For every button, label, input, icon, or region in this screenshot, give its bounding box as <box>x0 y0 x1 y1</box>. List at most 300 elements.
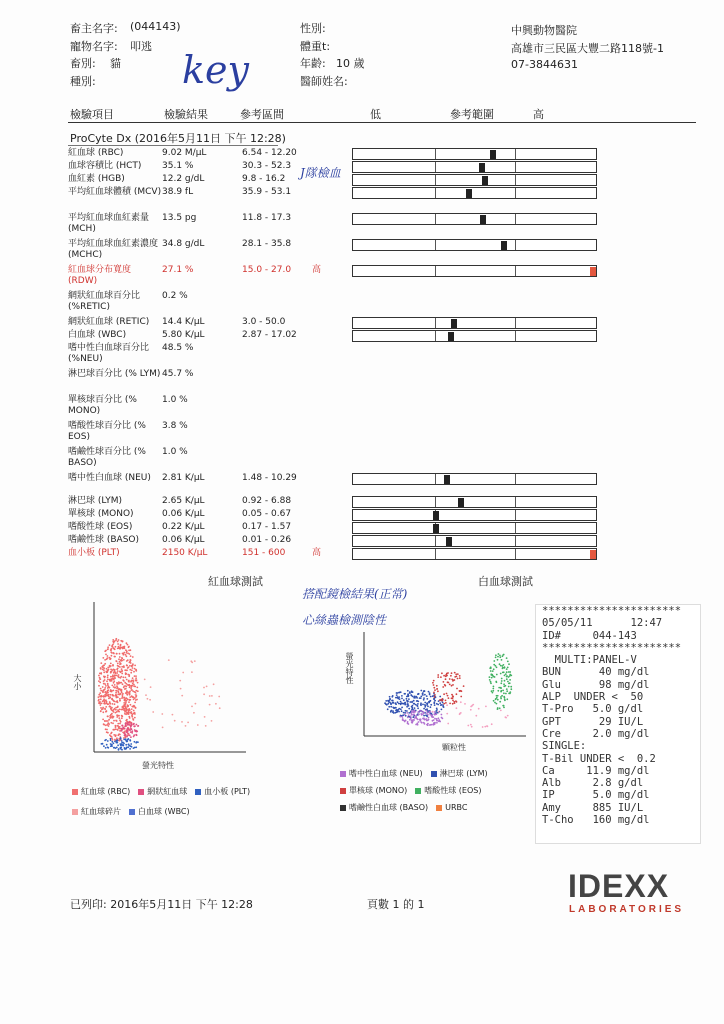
scatter-point <box>434 722 436 724</box>
scatter-point <box>135 675 137 677</box>
scatter-point <box>503 664 505 666</box>
scatter-point <box>506 668 508 670</box>
scatter-point <box>104 677 106 679</box>
scatter-point <box>115 720 117 722</box>
row-name: 淋巴球 (LYM) <box>68 496 122 506</box>
scatter-point <box>497 659 499 661</box>
row-reference: 151 - 600 <box>242 548 286 558</box>
scatter-point <box>101 703 103 705</box>
scatter-point <box>422 694 424 696</box>
scatter-point <box>130 704 132 706</box>
scatter-point <box>424 706 426 708</box>
legend-item <box>415 782 481 799</box>
scatter-point <box>105 650 107 652</box>
scatter-point <box>398 711 400 713</box>
scatter-point <box>446 704 448 706</box>
scatter-point <box>121 673 123 675</box>
scatter-point <box>411 712 413 714</box>
scatter-point <box>98 699 100 701</box>
scatter-point <box>103 683 105 685</box>
scatter-point <box>114 741 116 743</box>
breed-label: 種別: <box>70 75 96 88</box>
scatter-point <box>121 689 123 691</box>
scatter-point <box>491 677 493 679</box>
scatter-point <box>470 706 472 708</box>
scatter-point <box>128 724 130 726</box>
row-result: 3.8 % <box>162 421 188 431</box>
scatter-point <box>110 676 112 678</box>
scatter-point <box>409 701 411 703</box>
scatter-point <box>111 737 113 739</box>
scatter-point <box>209 695 211 697</box>
scatter-point <box>125 713 127 715</box>
scatter-point <box>509 671 511 673</box>
scatter-point <box>467 725 469 727</box>
range-bar <box>352 522 597 534</box>
scatter-point <box>126 665 128 667</box>
row-name: 紅血球 (RBC) <box>68 148 124 158</box>
scatter-point <box>114 656 116 658</box>
page-number: 頁數 1 的 1 <box>367 898 425 911</box>
col-item: 檢驗項目 <box>70 108 114 121</box>
scatter-point <box>107 655 109 657</box>
scatter-point <box>509 674 511 676</box>
scatter-point <box>215 703 217 705</box>
scatter-point <box>459 675 461 677</box>
scatter-point <box>434 696 436 698</box>
scatter-point <box>152 711 154 713</box>
scatter-point <box>440 704 442 706</box>
scatter-point <box>445 700 447 702</box>
legend-label: 網狀紅血球 <box>147 787 188 796</box>
scatter-point <box>414 717 416 719</box>
scatter-point <box>118 717 120 719</box>
scatter-point <box>120 640 122 642</box>
scatter-point <box>100 707 102 709</box>
scatter-point <box>126 642 128 644</box>
scatter-point <box>411 714 413 716</box>
scatter-point <box>127 746 129 748</box>
scatter-point <box>137 682 139 684</box>
scatter-point <box>133 684 135 686</box>
scatter-point <box>446 675 448 677</box>
scatter-point <box>104 701 106 703</box>
scatter-point <box>452 703 454 705</box>
scatter-point <box>434 704 436 706</box>
row-name: 網狀紅血球 (RETIC) <box>68 317 150 327</box>
scatter-point <box>442 718 444 720</box>
wbc-x-label: 顆粒性 <box>442 743 466 752</box>
handwritten-note-2: 搭配鏡檢結果(正常) <box>302 587 408 601</box>
scatter-point <box>136 724 138 726</box>
scatter-point <box>124 711 126 713</box>
scatter-point <box>420 696 422 698</box>
scatter-point <box>439 696 441 698</box>
scatter-point <box>128 666 130 668</box>
scatter-point <box>121 749 123 751</box>
scatter-point <box>403 699 405 701</box>
scatter-point <box>127 722 129 724</box>
scatter-point <box>120 747 122 749</box>
scatter-point <box>442 702 444 704</box>
scatter-point <box>491 690 493 692</box>
scatter-point <box>102 657 104 659</box>
scatter-point <box>98 685 100 687</box>
scatter-point <box>501 678 503 680</box>
range-high-line <box>515 536 516 546</box>
scatter-point <box>115 747 117 749</box>
scatter-point <box>396 694 398 696</box>
scatter-point <box>113 701 115 703</box>
scatter-point <box>423 697 425 699</box>
scatter-point <box>102 686 104 688</box>
scatter-point <box>99 678 101 680</box>
scatter-point <box>420 719 422 721</box>
scatter-point <box>98 702 100 704</box>
scatter-point <box>129 653 131 655</box>
scatter-point <box>100 711 102 713</box>
scatter-point <box>492 688 494 690</box>
scatter-point <box>456 707 458 709</box>
scatter-point <box>496 666 498 668</box>
scatter-point <box>100 690 102 692</box>
scatter-point <box>133 713 135 715</box>
receipt-line: BUN 40 mg/dl <box>542 666 650 679</box>
scatter-point <box>500 687 502 689</box>
scatter-point <box>126 697 128 699</box>
scatter-point <box>110 743 112 745</box>
scatter-point <box>125 677 127 679</box>
scatter-point <box>391 700 393 702</box>
scatter-point <box>495 657 497 659</box>
range-marker <box>458 498 464 507</box>
rbc-y-label: 大小 <box>73 674 82 690</box>
scatter-point <box>101 743 103 745</box>
signature: key <box>182 48 249 92</box>
scatter-point <box>194 660 196 662</box>
scatter-point <box>115 690 117 692</box>
scatter-point <box>128 646 130 648</box>
weight-label: 體重t: <box>300 40 331 53</box>
scatter-point <box>127 728 129 730</box>
scatter-point <box>103 671 105 673</box>
scatter-point <box>119 661 121 663</box>
scatter-point <box>110 669 112 671</box>
scatter-point <box>112 695 114 697</box>
scatter-point <box>409 692 411 694</box>
range-low-line <box>435 549 436 559</box>
scatter-point <box>498 653 500 655</box>
row-result: 0.06 K/µL <box>162 535 205 545</box>
scatter-point <box>128 650 130 652</box>
scatter-point <box>106 680 108 682</box>
scatter-point <box>423 699 425 701</box>
scatter-point <box>506 690 508 692</box>
scatter-point <box>411 721 413 723</box>
scatter-point <box>413 703 415 705</box>
row-result: 2150 K/µL <box>162 548 208 558</box>
scatter-point <box>107 646 109 648</box>
scatter-point <box>506 688 508 690</box>
scatter-point <box>421 710 423 712</box>
scatter-point <box>134 665 136 667</box>
rbc-scatter-plot <box>70 600 250 760</box>
scatter-point <box>464 703 466 705</box>
scatter-point <box>489 667 491 669</box>
scatter-point <box>503 707 505 709</box>
scatter-point <box>496 674 498 676</box>
scatter-point <box>195 703 197 705</box>
scatter-point <box>392 702 394 704</box>
row-result: 45.7 % <box>162 369 194 379</box>
scatter-point <box>135 677 137 679</box>
scatter-point <box>109 697 111 699</box>
scatter-point <box>422 718 424 720</box>
scatter-point <box>507 681 509 683</box>
row-result: 27.1 % <box>162 265 194 275</box>
scatter-point <box>413 700 415 702</box>
scatter-point <box>407 704 409 706</box>
scatter-point <box>128 743 130 745</box>
scatter-point <box>119 698 121 700</box>
scatter-point <box>425 710 427 712</box>
scatter-point <box>129 748 131 750</box>
range-bar <box>352 473 597 485</box>
scatter-point <box>181 721 183 723</box>
scatter-point <box>404 703 406 705</box>
legend-swatch <box>340 805 346 811</box>
scatter-point <box>387 708 389 710</box>
legend-item <box>340 765 423 782</box>
scatter-point <box>136 687 138 689</box>
scatter-point <box>117 734 119 736</box>
scatter-point <box>117 723 119 725</box>
scatter-point <box>117 694 119 696</box>
range-bar <box>352 148 597 160</box>
scatter-point <box>117 641 119 643</box>
scatter-point <box>424 704 426 706</box>
scatter-point <box>432 682 434 684</box>
legend-label: 嗜酸性球 (EOS) <box>424 786 482 795</box>
scatter-point <box>390 703 392 705</box>
scatter-point <box>404 714 406 716</box>
scatter-point <box>130 731 132 733</box>
row-result: 12.2 g/dL <box>162 174 205 184</box>
scatter-point <box>105 728 107 730</box>
scatter-point <box>121 671 123 673</box>
scatter-point <box>401 695 403 697</box>
scatter-point <box>117 668 119 670</box>
range-bar <box>352 509 597 521</box>
scatter-point <box>98 675 100 677</box>
row-result: 35.1 % <box>162 161 194 171</box>
scatter-point <box>424 690 426 692</box>
scatter-point <box>427 720 429 722</box>
row-result: 14.4 K/µL <box>162 317 205 327</box>
scatter-point <box>398 703 400 705</box>
range-high-line <box>515 318 516 328</box>
legend-label: 淋巴球 (LYM) <box>439 769 488 778</box>
row-name: 平均紅血球血紅素量 (MCH) <box>68 213 150 234</box>
scatter-point <box>507 715 509 717</box>
scatter-point <box>510 686 512 688</box>
scatter-point <box>124 682 126 684</box>
idexx-logo-sub: LABORATORIES <box>569 904 685 915</box>
scatter-point <box>180 688 182 690</box>
range-high-line <box>515 474 516 484</box>
legend-swatch <box>72 809 78 815</box>
row-name: 嗜鹼性球百分比 (% BASO) <box>68 447 146 468</box>
receipt-line: T-Cho 160 mg/dl <box>542 814 650 827</box>
scatter-point <box>451 679 453 681</box>
range-low-line <box>435 266 436 276</box>
scatter-point <box>120 693 122 695</box>
scatter-point <box>495 665 497 667</box>
scatter-point <box>452 700 454 702</box>
scatter-point <box>103 695 105 697</box>
scatter-point <box>134 725 136 727</box>
scatter-point <box>111 741 113 743</box>
clinic-name: 中興動物醫院 <box>511 24 577 37</box>
scatter-point <box>426 724 428 726</box>
scatter-point <box>108 725 110 727</box>
scatter-point <box>399 716 401 718</box>
scatter-point <box>449 703 451 705</box>
scatter-point <box>390 706 392 708</box>
scatter-point <box>451 672 453 674</box>
scatter-point <box>493 686 495 688</box>
scatter-point <box>461 690 463 692</box>
scatter-point <box>410 694 412 696</box>
scatter-point <box>500 665 502 667</box>
scatter-point <box>434 714 436 716</box>
scatter-point <box>490 682 492 684</box>
scatter-point <box>412 691 414 693</box>
scatter-point <box>119 666 121 668</box>
row-name: 嗜酸性球百分比 (% EOS) <box>68 421 146 442</box>
row-reference: 0.17 - 1.57 <box>242 522 292 532</box>
scatter-point <box>124 669 126 671</box>
scatter-point <box>104 708 106 710</box>
scatter-point <box>430 704 432 706</box>
scatter-point <box>102 690 104 692</box>
scatter-point <box>449 678 451 680</box>
scatter-point <box>490 670 492 672</box>
scatter-point <box>107 703 109 705</box>
scatter-point <box>121 709 123 711</box>
scatter-point <box>459 713 461 715</box>
legend-label: 紅血球 (RBC) <box>81 787 131 796</box>
scatter-point <box>500 682 502 684</box>
row-result: 48.5 % <box>162 343 194 353</box>
scatter-point <box>174 720 176 722</box>
legend-label: 單核球 (MONO) <box>349 786 408 795</box>
scatter-point <box>219 707 221 709</box>
scatter-point <box>116 711 118 713</box>
scatter-point <box>423 715 425 717</box>
scatter-point <box>126 700 128 702</box>
receipt-line: T-Pro 5.0 g/dl <box>542 703 644 716</box>
row-flag: 高 <box>312 265 322 275</box>
row-name: 單核球百分比 (% MONO) <box>68 395 137 416</box>
scatter-point <box>118 658 120 660</box>
scatter-point <box>403 712 405 714</box>
scatter-point <box>135 690 137 692</box>
scatter-point <box>446 713 448 715</box>
scatter-point <box>100 698 102 700</box>
clinic-address: 高雄市三民區大豐二路118號-1 <box>511 42 664 55</box>
scatter-point <box>424 694 426 696</box>
scatter-point <box>115 709 117 711</box>
handwritten-note-1: J隊檢血 <box>300 166 341 180</box>
scatter-point <box>185 725 187 727</box>
range-bar <box>352 265 597 277</box>
scatter-point <box>436 709 438 711</box>
scatter-point <box>130 728 132 730</box>
scatter-point <box>109 705 111 707</box>
scatter-point <box>118 639 120 641</box>
scatter-point <box>436 685 438 687</box>
scatter-point <box>406 706 408 708</box>
scatter-point <box>107 676 109 678</box>
scatter-point <box>447 681 449 683</box>
scatter-point <box>443 675 445 677</box>
header-divider <box>68 122 696 123</box>
row-reference: 35.9 - 53.1 <box>242 187 292 197</box>
legend-label: 嗜中性白血球 (NEU) <box>349 769 423 778</box>
scatter-point <box>437 690 439 692</box>
legend-item <box>195 782 250 802</box>
range-marker <box>501 241 507 250</box>
scatter-point <box>115 692 117 694</box>
scatter-point <box>470 724 472 726</box>
legend-swatch <box>340 788 346 794</box>
scatter-point <box>99 704 101 706</box>
scatter-point <box>507 661 509 663</box>
scatter-point <box>121 744 123 746</box>
scatter-point <box>103 724 105 726</box>
scatter-point <box>116 653 118 655</box>
scatter-point <box>407 690 409 692</box>
scatter-point <box>126 719 128 721</box>
scatter-point <box>443 693 445 695</box>
scatter-point <box>396 711 398 713</box>
scatter-point <box>118 688 120 690</box>
scatter-point <box>428 691 430 693</box>
scatter-point <box>402 716 404 718</box>
scatter-point <box>203 693 205 695</box>
scatter-point <box>493 700 495 702</box>
scatter-point <box>392 711 394 713</box>
scatter-point <box>119 726 121 728</box>
scatter-point <box>409 719 411 721</box>
scatter-point <box>460 696 462 698</box>
scatter-point <box>119 653 121 655</box>
scatter-point <box>135 693 137 695</box>
receipt-line: ID# 044-143 <box>542 629 637 642</box>
scatter-point <box>496 695 498 697</box>
scatter-point <box>420 704 422 706</box>
scatter-point <box>120 738 122 740</box>
scatter-point <box>401 698 403 700</box>
scatter-point <box>115 673 117 675</box>
scatter-point <box>106 658 108 660</box>
scatter-point <box>395 697 397 699</box>
scatter-point <box>422 704 424 706</box>
scatter-point <box>121 666 123 668</box>
scatter-point <box>124 732 126 734</box>
scatter-point <box>181 695 183 697</box>
